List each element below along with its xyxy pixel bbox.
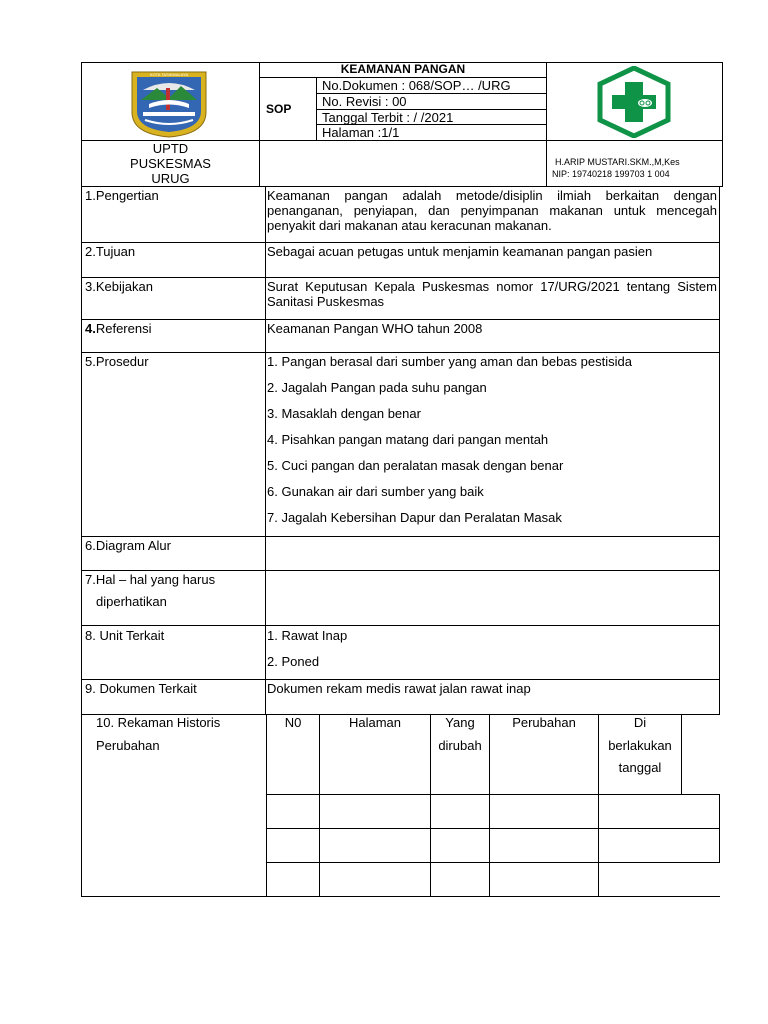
rekaman-label-line2: Perubahan xyxy=(96,738,160,753)
header-divider xyxy=(81,186,723,187)
dokumen-content: Dokumen rekam medis rawat jalan rawat inap xyxy=(267,681,531,696)
no-dokumen: No.Dokumen : 068/SOP… /URG xyxy=(322,78,511,93)
sop-label: SOP xyxy=(266,102,292,116)
history-col-yang: Yang xyxy=(445,715,475,730)
border-bottom xyxy=(81,896,720,897)
history-col-halaman: Halaman xyxy=(348,715,402,730)
referensi-text: Referensi xyxy=(95,321,152,336)
puskesmas-logo xyxy=(596,66,672,138)
history-row-divider xyxy=(266,794,720,795)
header-divider xyxy=(259,62,260,187)
row-divider xyxy=(81,625,720,626)
halaman: Halaman :1/1 xyxy=(322,125,400,140)
history-col-no: N0 xyxy=(284,715,302,730)
org-name-line1: UPTD xyxy=(152,141,189,156)
tujuan-content: Sebagai acuan petugas untuk menjamin keamanan pangan pasien xyxy=(267,244,653,259)
col-divider xyxy=(265,187,266,715)
kebijakan-content: Surat Keputusan Kepala Puskesmas nomor 17/URG/2021 tentang Sistem Sanitasi Puskesmas xyxy=(267,279,717,309)
tujuan-label: 2.Tujuan xyxy=(85,244,136,259)
signer-name: H.ARIP MUSTARI.SKM.,M,Kes xyxy=(555,157,680,167)
history-col-di: Di xyxy=(633,715,647,730)
dokumen-label: 9. Dokumen Terkait xyxy=(85,681,197,696)
row-divider xyxy=(81,242,720,243)
hal-label-line1: 7.Hal – hal yang harus xyxy=(85,572,216,587)
history-row-divider xyxy=(266,828,720,829)
row-divider xyxy=(81,679,720,680)
unit-item: 2. Poned xyxy=(267,654,320,669)
row-divider xyxy=(81,570,720,571)
referensi-content: Keamanan Pangan WHO tahun 2008 xyxy=(267,321,483,336)
kebijakan-label: 3.Kebijakan xyxy=(85,279,153,294)
row-divider xyxy=(81,352,720,353)
prosedur-step: 5. Cuci pangan dan peralatan masak dengan benar xyxy=(267,458,564,473)
prosedur-step: 6. Gunakan air dari sumber yang baik xyxy=(267,484,484,499)
tanggal-terbit: Tanggal Terbit : / /2021 xyxy=(322,110,454,125)
row-divider xyxy=(81,319,720,320)
history-col-divider xyxy=(489,714,490,897)
history-col-divider xyxy=(681,714,682,795)
no-revisi: No. Revisi : 00 xyxy=(322,94,407,109)
kota-tasikmalaya-crest-logo xyxy=(129,68,209,138)
prosedur-step: 7. Jagalah Kebersihan Dapur dan Peralatan Masak xyxy=(267,510,562,525)
unit-label: 8. Unit Terkait xyxy=(85,628,165,643)
history-col-divider xyxy=(319,714,320,897)
history-col-divider xyxy=(266,714,267,897)
history-col-perubahan: Perubahan xyxy=(512,715,576,730)
pengertian-label: 1.Pengertian xyxy=(85,188,159,203)
signer-nip: NIP: 19740218 199703 1 004 xyxy=(552,169,670,179)
pengertian-content: Keamanan pangan adalah metode/disiplin ilmiah berkaitan dengan penanganan, penyiapan, dan penyimpanan makanan untuk mencegah penyakit dari makanan atau keracunan makanan. xyxy=(267,188,717,233)
row-divider xyxy=(81,536,720,537)
history-col-dirubah: dirubah xyxy=(438,738,482,753)
history-col-berlakukan: berlakukan xyxy=(608,738,672,753)
diagram-label: 6.Diagram Alur xyxy=(85,538,171,553)
prosedur-step: 4. Pisahkan pangan matang dari pangan mentah xyxy=(267,432,549,447)
row-divider xyxy=(81,277,720,278)
history-col-tanggal: tanggal xyxy=(618,760,662,775)
crest-logo-text: KOTA TASIKMALAYA xyxy=(149,72,189,77)
prosedur-step: 3. Masaklah dengan benar xyxy=(267,406,421,421)
unit-item: 1. Rawat Inap xyxy=(267,628,348,643)
prosedur-label: 5.Prosedur xyxy=(85,354,149,369)
border-right xyxy=(719,187,720,715)
border-right xyxy=(722,62,723,187)
org-name-line2: PUSKESMAS xyxy=(130,156,211,171)
org-name-line3: URUG xyxy=(151,171,190,186)
document-title: KEAMANAN PANGAN xyxy=(340,62,466,76)
prosedur-step: 2. Jagalah Pangan pada suhu pangan xyxy=(267,380,487,395)
referensi-number: 4. xyxy=(85,321,96,336)
hal-label-line2: diperhatikan xyxy=(96,594,167,609)
history-row-divider xyxy=(266,862,720,863)
rekaman-label-line1: 10. Rekaman Historis xyxy=(96,715,221,730)
prosedur-step: 1. Pangan berasal dari sumber yang aman dan bebas pestisida xyxy=(267,354,632,369)
border-left xyxy=(81,62,82,897)
referensi-label xyxy=(85,321,151,336)
